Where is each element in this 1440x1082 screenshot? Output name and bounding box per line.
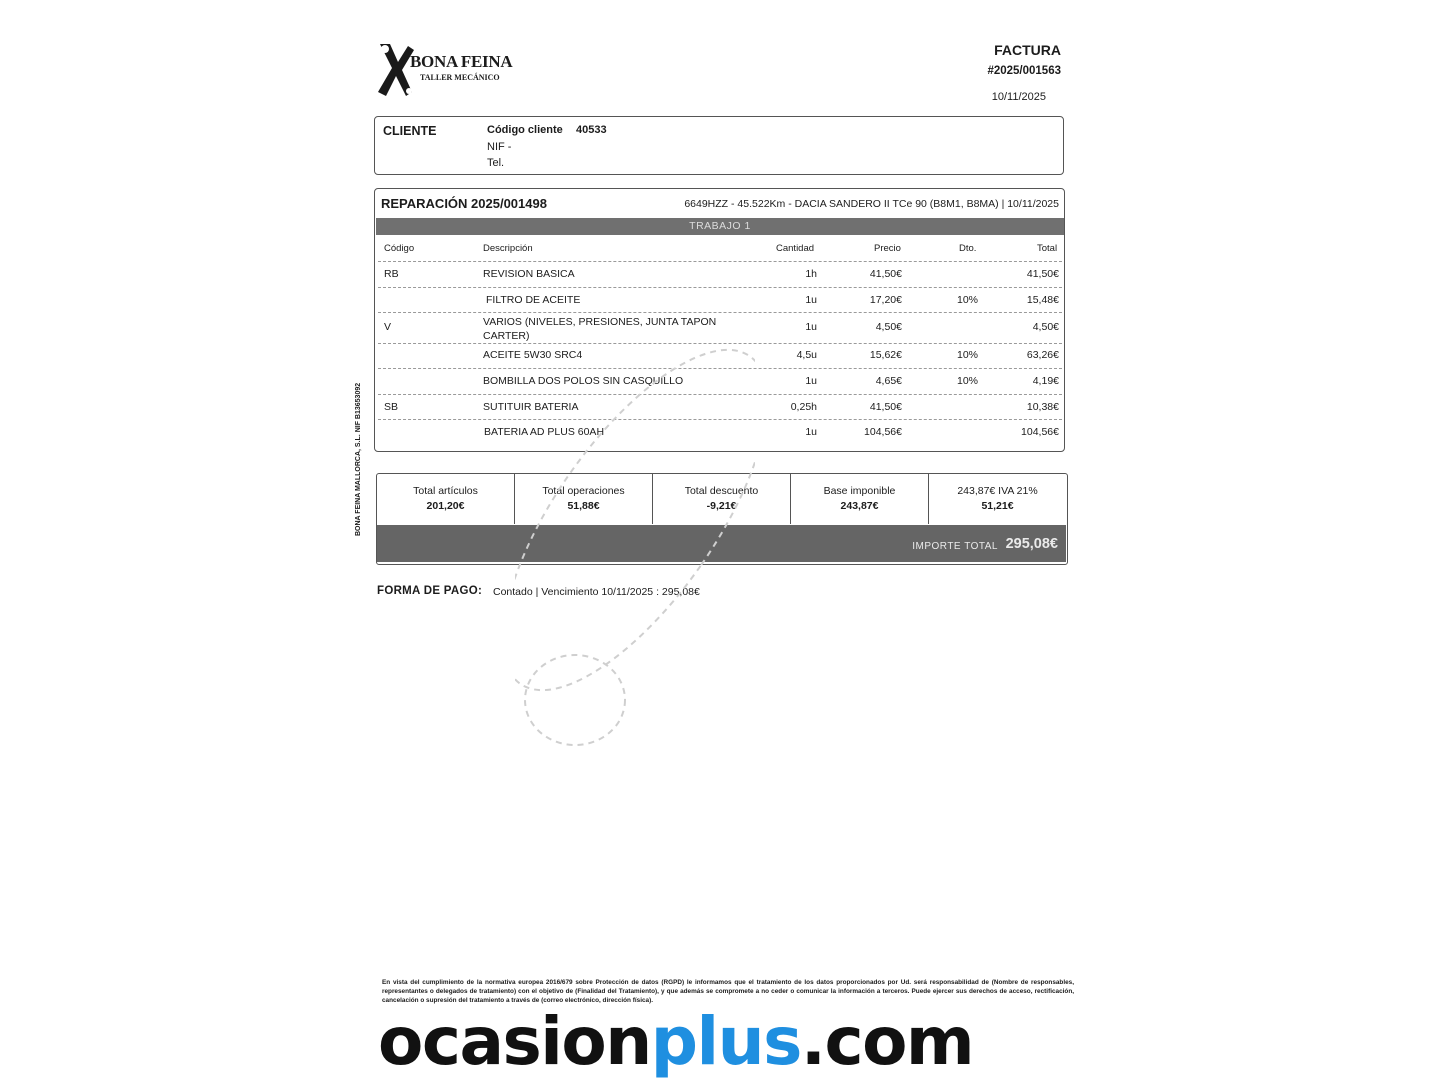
repair-title: REPARACIÓN 2025/001498 [381, 196, 547, 211]
row-divider [378, 261, 1062, 262]
job-bar: TRABAJO 1 [376, 218, 1064, 235]
client-box [374, 116, 1064, 175]
brand-part-1: ocasion [378, 1003, 651, 1080]
vat-label: 243,87€ IVA 21% [957, 485, 1038, 497]
row-discount: 10% [956, 375, 978, 387]
brand-wordmark [378, 1002, 1068, 1080]
row-description: BATERIA AD PLUS 60AH [484, 426, 605, 438]
row-description: REVISION BASICA [483, 268, 575, 280]
row-quantity: 1u [805, 321, 817, 333]
client-code-value: 40533 [576, 124, 607, 136]
column-header-price: Precio [874, 243, 901, 254]
column-header-quantity: Cantidad [776, 243, 815, 254]
client-nif-label: NIF - [487, 141, 512, 153]
row-price: 41,50€ [869, 401, 902, 413]
row-price: 17,20€ [869, 294, 902, 306]
row-total: 4,19€ [1032, 375, 1059, 387]
row-quantity: 1u [805, 375, 817, 387]
payment-text: Contado | Vencimiento 10/11/2025 : 295,08€ [493, 586, 700, 598]
row-code: V [384, 321, 392, 333]
company-subtitle: TALLER MECÁNICO [420, 73, 500, 82]
column-header-description: Descripción [483, 243, 533, 254]
row-code: SB [384, 401, 399, 413]
faint-stamp-icon [515, 280, 755, 760]
invoice-number: #2025/001563 [987, 65, 1061, 77]
row-description: FILTRO DE ACEITE [486, 294, 581, 306]
row-total: 63,26€ [1026, 349, 1059, 361]
company-logo [376, 42, 516, 100]
company-side-text: BONA FEINA MALLORCA, S.L. NIF B13653092 [355, 382, 362, 536]
row-description: VARIOS (NIVELES, PRESIONES, JUNTA TAPON CARTER) [483, 316, 717, 342]
total-articles-value: 201,20€ [426, 500, 465, 512]
total-articles-label: Total artículos [413, 485, 478, 497]
brand-part-2: plus [650, 1003, 801, 1080]
row-total: 10,38€ [1026, 401, 1059, 413]
row-description: SUTITUIR BATERIA [483, 401, 579, 413]
repair-vehicle-info: 6649HZZ - 45.522Km - DACIA SANDERO II TCe 90 (B8M1, B8MA) | 10/11/2025 [684, 198, 1059, 210]
taxable-base-value: 243,87€ [840, 500, 879, 512]
row-quantity: 4,5u [796, 349, 817, 361]
client-label: CLIENTE [383, 124, 437, 138]
invoice-date: 10/11/2025 [991, 91, 1046, 103]
total-articles [377, 474, 515, 524]
vat-value: 51,21€ [981, 500, 1014, 512]
vat-amount [929, 474, 1066, 524]
row-quantity: 1u [805, 426, 817, 438]
row-price: 41,50€ [869, 268, 902, 280]
client-code-label: Código cliente [487, 124, 563, 136]
row-description: ACEITE 5W30 SRC4 [483, 349, 583, 361]
row-total: 104,56€ [1021, 426, 1059, 438]
grand-total-label: IMPORTE TOTAL [912, 541, 998, 552]
grand-total-value: 295,08€ [1005, 536, 1058, 552]
total-discount-label: Total descuento [684, 485, 759, 497]
client-tel-label: Tel. [487, 157, 505, 169]
column-header-discount: Dto. [959, 243, 977, 254]
row-quantity: 1u [805, 294, 817, 306]
payment-label: FORMA DE PAGO: [377, 585, 483, 597]
row-quantity: 1h [805, 268, 817, 280]
column-header-total: Total [1037, 243, 1058, 254]
row-quantity: 0,25h [790, 401, 817, 413]
taxable-base [791, 474, 929, 524]
total-operations-label: Total operaciones [542, 485, 625, 497]
brand-part-3: .com [800, 1003, 974, 1080]
row-discount: 10% [956, 349, 978, 361]
row-price: 104,56€ [864, 426, 902, 438]
total-operations-value: 51,88€ [567, 500, 600, 512]
row-price: 4,50€ [875, 321, 902, 333]
row-discount: 10% [956, 294, 978, 306]
total-discount-value: -9,21€ [706, 500, 737, 512]
row-code: RB [384, 268, 399, 280]
row-price: 15,62€ [869, 349, 902, 361]
row-total: 41,50€ [1026, 268, 1059, 280]
legal-notice: En vista del cumplimiento de la normativa europea 2016/679 sobre Protección de datos (RGPD) le informamos que el tratamiento de los datos proporcionados por Ud. será responsabilidad de (Nombre de responsables, representantes o delegados de tratamiento) con el objetivo de (Finalidad del Tratamiento), y que además se compromete a no ceder o comunicar la información a terceros. Puede ejercer sus derechos de acceso, rectificación, cancelación o supresión del tratamiento a través de (correo electrónico, dirección física). [382, 979, 1074, 1004]
company-name: BONA FEINA [410, 52, 513, 71]
row-price: 4,65€ [875, 375, 902, 387]
taxable-base-label: Base imponible [823, 485, 896, 497]
row-total: 15,48€ [1026, 294, 1059, 306]
invoice-title: FACTURA [994, 42, 1061, 58]
row-description: BOMBILLA DOS POLOS SIN CASQUILLO [483, 375, 684, 387]
column-header-code: Código [384, 243, 415, 254]
row-total: 4,50€ [1032, 321, 1059, 333]
